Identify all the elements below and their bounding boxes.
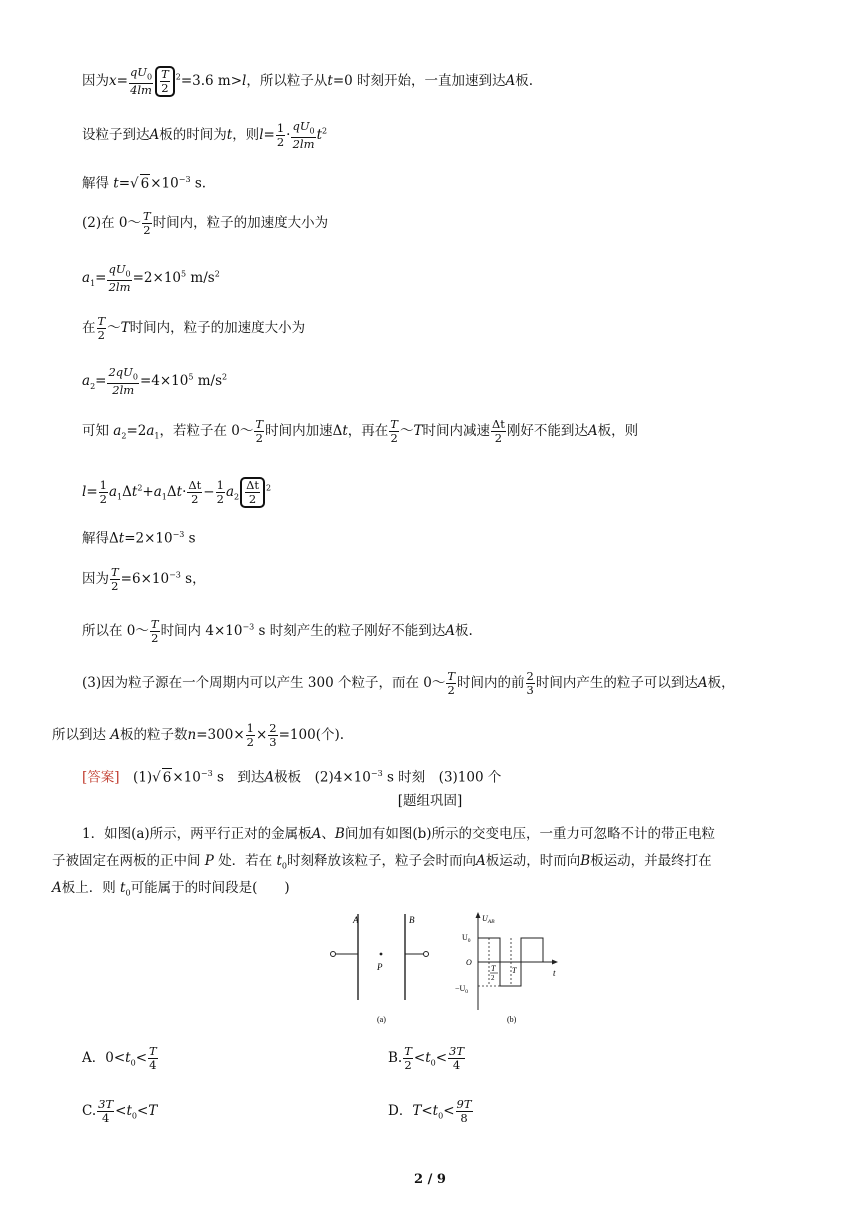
fraction [526, 670, 535, 697]
text: 因为 [82, 73, 109, 90]
var-t: t [316, 127, 323, 144]
fraction [291, 120, 315, 151]
text: ，则 [232, 127, 260, 144]
solution-line-12 [82, 618, 473, 645]
text: =4×10 [139, 373, 189, 390]
solution-line-1 [82, 66, 533, 97]
text: 板. [455, 623, 473, 639]
text: 所以在 0～ [82, 623, 149, 639]
label-P: P [377, 962, 383, 972]
bracket-paren [240, 477, 265, 508]
text: 板的粒子数 [120, 727, 188, 743]
particle-P [380, 953, 383, 956]
superscript: 2 [322, 126, 328, 136]
numerator: 1 [276, 121, 285, 136]
solution-line-2 [82, 120, 327, 151]
option-B-label: B. [388, 1050, 403, 1066]
var-A: A [505, 73, 516, 90]
terminal-B [424, 952, 429, 957]
solution-line-7 [82, 366, 227, 397]
text: Δ [122, 484, 132, 500]
superscript: 5 [188, 372, 194, 382]
text: 可知 [82, 423, 109, 439]
text: = [116, 73, 128, 90]
fraction [456, 1098, 473, 1125]
label-plate-A: A [353, 915, 359, 925]
fraction [129, 66, 153, 97]
numerator: T [111, 565, 119, 579]
denominator: 8 [460, 1111, 468, 1125]
text: = [86, 484, 98, 500]
text: s 时刻 (3)100 个 [386, 769, 502, 786]
radicand: 6 [140, 175, 150, 192]
numerator: T [404, 1044, 412, 1058]
option-A-label: A．0< [82, 1050, 126, 1066]
var-t: t [176, 484, 183, 500]
text: 时间内减速 [422, 423, 490, 439]
subscript: 2 [234, 492, 240, 502]
text: 板的时间为 [159, 127, 227, 144]
question-line-3 [52, 879, 290, 903]
fraction [446, 670, 456, 697]
var-t: t [226, 127, 233, 144]
caption-b: (b) [507, 1015, 517, 1024]
text: 时间内 4×10 [160, 623, 243, 639]
text: (3)因为粒子源在一个周期内可以产生 300 个粒子，而在 0～ [82, 675, 446, 691]
page-number: 2 / 9 [414, 1172, 446, 1187]
fraction [254, 418, 264, 445]
text: 时间内，粒子的加速度大小为 [152, 215, 329, 231]
var-A: A [110, 727, 121, 743]
superscript: −3 [169, 570, 181, 580]
solution-line-5 [82, 263, 220, 294]
text: < [421, 1103, 433, 1119]
text: =6×10 [120, 571, 170, 587]
text: =2×10 [124, 530, 173, 547]
text: 解得 [82, 175, 109, 192]
var-A: A [476, 853, 486, 869]
fraction [216, 479, 225, 506]
t-axis-arrow [552, 960, 558, 965]
text: =3.6 m> [180, 73, 243, 90]
text: (1) [133, 769, 153, 786]
fraction [245, 479, 260, 506]
text: ，若粒子在 0～ [159, 423, 254, 439]
denominator: 2 [97, 328, 105, 342]
question-line-2 [52, 852, 712, 876]
label-U0: $U_0$ [462, 933, 471, 944]
text: s 到达 [216, 769, 265, 786]
text: =300× [196, 727, 245, 743]
var-t: t [120, 880, 126, 896]
text: 、 [321, 826, 335, 842]
var-a: a [108, 484, 118, 500]
subscript: 0 [125, 269, 131, 279]
question-line-1 [82, 825, 715, 843]
fraction [142, 210, 152, 237]
var-t: t [126, 1103, 132, 1119]
subscript: 0 [430, 1058, 436, 1068]
numerator: 1 [246, 721, 254, 735]
numerator: qU [292, 119, 310, 133]
option-D-label: D． [388, 1103, 413, 1119]
text: m/s [190, 270, 215, 287]
text: 刚好不能到达 [506, 423, 588, 439]
fraction [246, 722, 255, 749]
text: 板上．则 [61, 880, 116, 896]
label-neg-U0: $-U_0$ [455, 984, 469, 995]
text: · [182, 484, 187, 500]
text: Δ [166, 484, 177, 500]
text: =0 时刻开始，一直加速到达 [332, 73, 506, 90]
radicand: 6 [162, 769, 172, 786]
text: ×10 [150, 175, 179, 192]
subscript: 0 [147, 72, 153, 82]
denominator: 4 [149, 1058, 157, 1072]
sqrt-sign: √ [152, 769, 161, 786]
text: · [286, 127, 291, 144]
numerator: T [97, 314, 106, 328]
option-B[interactable] [388, 1045, 466, 1073]
denominator: 2 [404, 1058, 412, 1072]
numerator: 9T [456, 1097, 472, 1111]
var-a: a [225, 484, 234, 500]
var-t: t [342, 423, 348, 439]
figure-plates-and-voltage [325, 910, 570, 1030]
text: (2)在 0～ [82, 215, 142, 231]
denominator: 4 [101, 1111, 110, 1125]
var-t: t [125, 1050, 131, 1066]
denominator: 2 [143, 223, 151, 237]
var-A: A [587, 423, 598, 439]
subscript: 1 [117, 492, 123, 502]
denominator: 2 [246, 735, 254, 749]
numerator: qU [108, 262, 126, 276]
text: m/s [197, 373, 222, 390]
text: 设粒子到达 [82, 127, 150, 144]
var-x: x [109, 73, 117, 90]
text: × [255, 727, 268, 743]
numerator: T [150, 617, 159, 631]
text: < [413, 1050, 426, 1066]
fraction [276, 122, 285, 149]
solution-line-10 [82, 526, 196, 548]
var-t: t [276, 853, 282, 869]
option-C[interactable] [82, 1098, 157, 1126]
solution-line-14 [52, 722, 344, 749]
text: = [95, 373, 107, 390]
subscript: 0 [130, 1058, 136, 1068]
superscript: −3 [242, 622, 255, 632]
fraction [148, 1045, 158, 1072]
var-A: A [149, 127, 160, 144]
label-T-half-den: 2 [491, 974, 495, 982]
var-t: t [327, 73, 333, 90]
text: s， [185, 571, 206, 587]
subscript: 1 [154, 431, 160, 441]
text: = [95, 270, 107, 287]
var-A: A [311, 826, 322, 842]
text: 时间内加速Δ [265, 423, 343, 439]
denominator: 4lm [130, 83, 152, 98]
numerator: Δt [188, 478, 202, 492]
subscript: 2 [90, 381, 96, 391]
var-t: t [131, 484, 138, 500]
text: − [203, 484, 215, 500]
fraction [150, 618, 160, 645]
denominator: 2 [99, 492, 107, 506]
text: 时刻释放该粒子，粒子会时而向 [287, 853, 477, 869]
numerator: 3T [449, 1044, 465, 1058]
solution-line-11 [82, 566, 206, 593]
fraction [99, 479, 108, 506]
label-T-half-num: T [491, 964, 496, 973]
var-P: P [204, 853, 214, 869]
denominator: 2 [390, 431, 398, 445]
fraction [448, 1045, 465, 1072]
superscript: −3 [370, 769, 383, 778]
t-axis-label: t [553, 968, 556, 978]
var-a: a [146, 423, 155, 439]
fraction [389, 418, 399, 445]
superscript: 2 [137, 483, 143, 493]
text: < [135, 1050, 147, 1066]
text: < [115, 1103, 127, 1119]
fraction [491, 418, 506, 445]
numerator: T [255, 417, 264, 431]
text: ～ [399, 423, 414, 439]
subscript: 2 [121, 431, 127, 441]
superscript: −3 [172, 530, 185, 539]
numerator: 3T [98, 1097, 114, 1111]
text: 处．若在 [218, 853, 273, 869]
text: 时间内的前 [457, 675, 525, 691]
numerator: T [161, 67, 169, 82]
text: ，再在 [347, 423, 389, 439]
var-t: t [425, 1050, 431, 1066]
text: < [443, 1103, 455, 1119]
fraction [110, 566, 120, 593]
denominator: 2lm [108, 280, 131, 295]
denominator: 2 [248, 492, 257, 506]
var-A: A [445, 623, 456, 639]
section-heading [0, 792, 860, 810]
numerator: 1 [99, 478, 107, 492]
var-l: l [259, 127, 264, 144]
text: 板运动，并最终打在 [590, 853, 712, 869]
u-axis-arrow [476, 912, 481, 918]
figure-a [331, 914, 429, 1024]
var-t: t [118, 530, 125, 547]
denominator: 2 [111, 579, 119, 593]
var-l: l [242, 73, 247, 90]
subscript: 0 [132, 372, 138, 382]
superscript: 5 [181, 269, 187, 279]
text: 因为 [82, 571, 109, 587]
numerator: T [143, 209, 151, 223]
superscript: −3 [178, 175, 191, 184]
numerator: 2 [269, 721, 277, 735]
solution-line-6 [82, 315, 305, 342]
var-T: T [412, 1103, 422, 1119]
numerator: 2 [526, 669, 534, 683]
var-B: B [334, 826, 345, 842]
text: 时间内，粒子的加速度大小为 [129, 320, 306, 336]
subscript: 1 [161, 492, 167, 502]
numerator: T [447, 669, 456, 683]
denominator: 2 [151, 631, 159, 645]
denominator: 2lm [112, 383, 135, 398]
denominator: 2 [216, 492, 224, 506]
section-title: [题组巩固] [397, 793, 463, 809]
var-a: a [82, 373, 91, 390]
text: 板，则 [597, 423, 639, 439]
numerator: Δt [246, 478, 260, 492]
subscript: 0 [125, 888, 131, 898]
var-T: T [148, 1103, 158, 1119]
subscript: 0 [309, 126, 315, 136]
text: 板运动，时而向 [485, 853, 581, 869]
denominator: 4 [452, 1058, 461, 1072]
denominator: 2 [494, 431, 503, 445]
var-t: t [432, 1103, 439, 1119]
subscript: 1 [90, 278, 96, 288]
text: < [435, 1050, 448, 1066]
answer-line [82, 765, 501, 787]
text: ×10 [172, 769, 201, 786]
fraction [97, 315, 107, 342]
var-a: a [113, 423, 122, 439]
denominator: 2 [276, 135, 285, 150]
fraction [268, 722, 277, 749]
numerator: Δt [491, 417, 505, 431]
subscript: 0 [438, 1111, 444, 1121]
fraction [97, 1098, 114, 1125]
text: 1．如图(a)所示，两平行正对的金属板 [82, 826, 312, 842]
label-plate-B: B [409, 915, 415, 925]
text: + [142, 484, 154, 500]
denominator: 2lm [292, 137, 315, 152]
label-origin: O [466, 958, 472, 967]
text: = [118, 175, 131, 192]
var-a: a [153, 484, 162, 500]
solution-line-8 [82, 418, 638, 446]
var-A: A [264, 769, 275, 786]
denominator: 2 [191, 492, 199, 506]
text: 间加有如图(b)所示的交变电压，一重力可忽略不计的带正电粒 [344, 826, 716, 842]
text: 在 [82, 320, 96, 336]
answer-tag: [答案] [82, 769, 120, 786]
superscript: 2 [222, 372, 228, 382]
numerator: 2qU [108, 365, 133, 379]
option-C-label: C. [82, 1103, 97, 1119]
solution-line-13 [82, 670, 735, 697]
fraction [160, 68, 170, 95]
text: 可能属于的时间段是( ) [130, 880, 290, 896]
numerator: T [390, 417, 398, 431]
caption-a: (a) [377, 1015, 386, 1024]
text: ～ [107, 320, 121, 336]
fraction [107, 263, 131, 294]
terminal-A [331, 952, 336, 957]
denominator: 2 [161, 81, 169, 96]
text: 子被固定在两板的正中间 [52, 853, 201, 869]
text: = [263, 127, 275, 144]
superscript: 2 [175, 72, 181, 82]
u-axis-label: $U_{AB}$ [482, 914, 495, 925]
numerator: T [149, 1044, 157, 1058]
text: ，所以粒子从 [246, 73, 328, 90]
fraction [107, 366, 138, 397]
text: 所以到达 [52, 727, 106, 743]
bracket-paren [155, 66, 175, 97]
text: =2×10 [132, 270, 182, 287]
text: 板， [707, 675, 735, 691]
denominator: 3 [269, 735, 277, 749]
var-n: n [187, 727, 197, 743]
numerator: qU [129, 65, 147, 79]
superscript: 2 [214, 269, 220, 279]
label-T: T [512, 966, 517, 975]
sqrt-sign: √ [130, 175, 139, 192]
text: s. [194, 175, 207, 192]
var-a: a [82, 270, 91, 287]
subscript: 0 [281, 861, 288, 871]
text: 极板 (2)4×10 [274, 769, 371, 786]
var-l: l [82, 484, 87, 500]
subscript: 0 [131, 1111, 137, 1121]
var-A: A [697, 675, 708, 691]
text: =2 [126, 423, 147, 439]
superscript: −3 [200, 769, 213, 778]
text: 时间内产生的粒子可以到达 [535, 675, 698, 691]
denominator: 3 [526, 683, 534, 697]
denominator: 2 [255, 431, 263, 445]
superscript: 2 [266, 483, 272, 493]
numerator: 1 [216, 478, 224, 492]
text: < [136, 1103, 149, 1119]
var-A: A [52, 880, 62, 896]
solution-line-3 [82, 171, 206, 193]
var-T: T [413, 423, 423, 439]
text: =100(个). [278, 727, 345, 743]
option-D[interactable] [388, 1098, 474, 1126]
text: 板. [515, 73, 534, 90]
var-B: B [580, 853, 591, 869]
solution-line-4 [82, 210, 328, 237]
var-t: t [113, 175, 119, 192]
figure-b [455, 912, 558, 1024]
text: s [188, 530, 196, 547]
fraction [187, 479, 202, 506]
text: 解得Δ [82, 530, 119, 547]
var-T: T [120, 320, 130, 336]
option-A[interactable] [82, 1045, 159, 1073]
denominator: 2 [447, 683, 455, 697]
text: s 时刻产生的粒子刚好不能到达 [258, 623, 446, 639]
solution-line-9 [82, 477, 271, 508]
fraction [403, 1045, 413, 1072]
